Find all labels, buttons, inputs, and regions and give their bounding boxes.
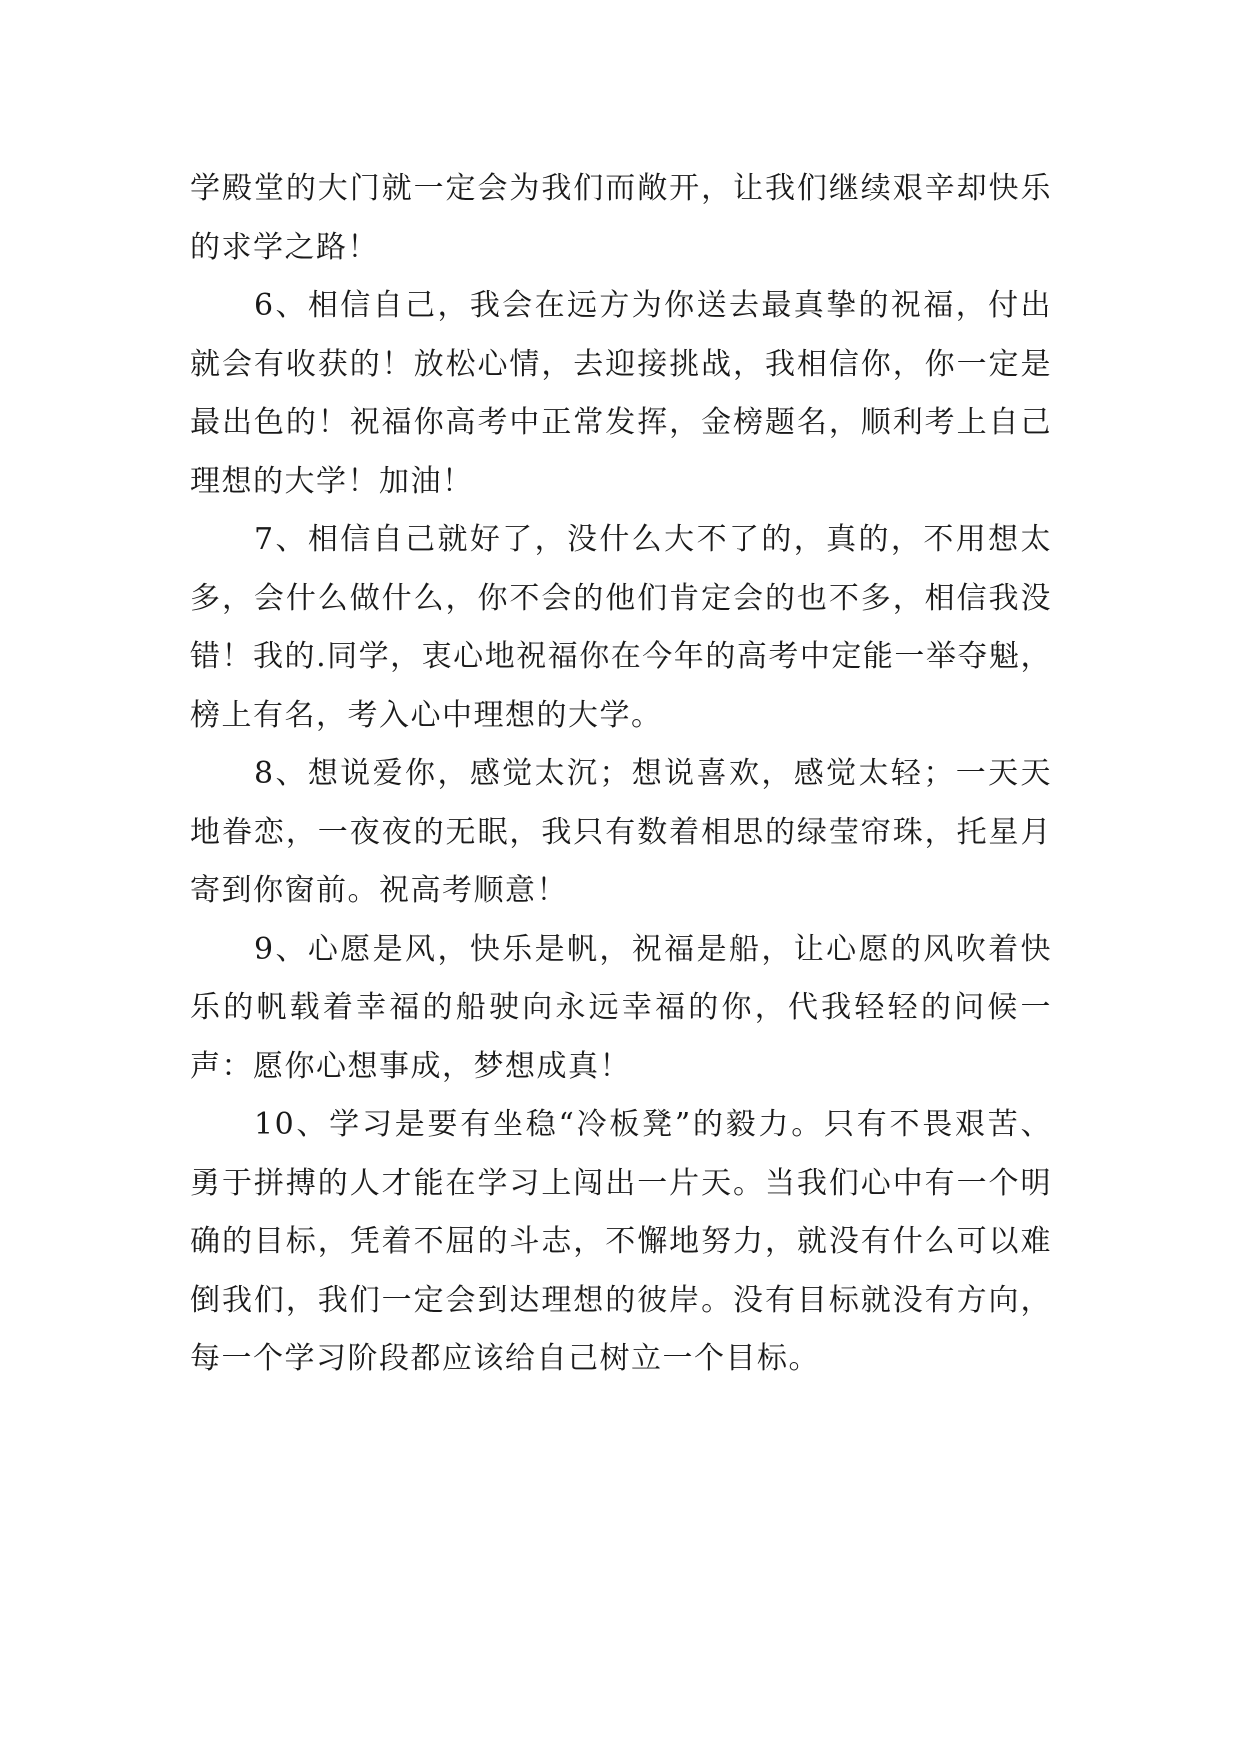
paragraph-item-10: 10、学习是要有坐稳“冷板凳”的毅力。只有不畏艰苦、勇于拼搏的人才能在学习上闯出一片天。当我们心中有一个明确的目标，凭着不屈的斗志，不懈地努力，就没有什么可以难倒我们，我们一定会到达理想的彼岸。没有目标就没有方向，每一个学习阶段都应该给自己树立一个目标。 [190, 1107, 1052, 1376]
paragraph-item-9: 9、心愿是风，快乐是帆，祝福是船，让心愿的风吹着快乐的帆载着幸福的船驶向永远幸福的你，代我轻轻的问候一声：愿你心想事成，梦想成真！ [190, 931, 1052, 1084]
paragraph-item-7: 7、相信自己就好了，没什么大不了的，真的，不用想太多，会什么做什么，你不会的他们肯定会的也不多，相信我没错！我的.同学，衷心地祝福你在今年的高考中定能一举夺魁，榜上有名，考入心中理想的大学。 [190, 522, 1052, 733]
paragraph-continuation: 学殿堂的大门就一定会为我们而敞开，让我们继续艰辛却快乐的求学之路！ [190, 171, 1052, 265]
paragraph-item-6: 6、相信自己，我会在远方为你送去最真挚的祝福，付出就会有收获的！放松心情，去迎接挑战，我相信你，你一定是最出色的！祝福你高考中正常发挥，金榜题名，顺利考上自己理想的大学！加油！ [190, 288, 1052, 499]
paragraph-item-8: 8、想说爱你，感觉太沉；想说喜欢，感觉太轻；一天天地眷恋，一夜夜的无眠，我只有数着相思的绿莹帘珠，托星月寄到你窗前。祝高考顺意！ [190, 756, 1052, 908]
document-page [190, 160, 1052, 1389]
